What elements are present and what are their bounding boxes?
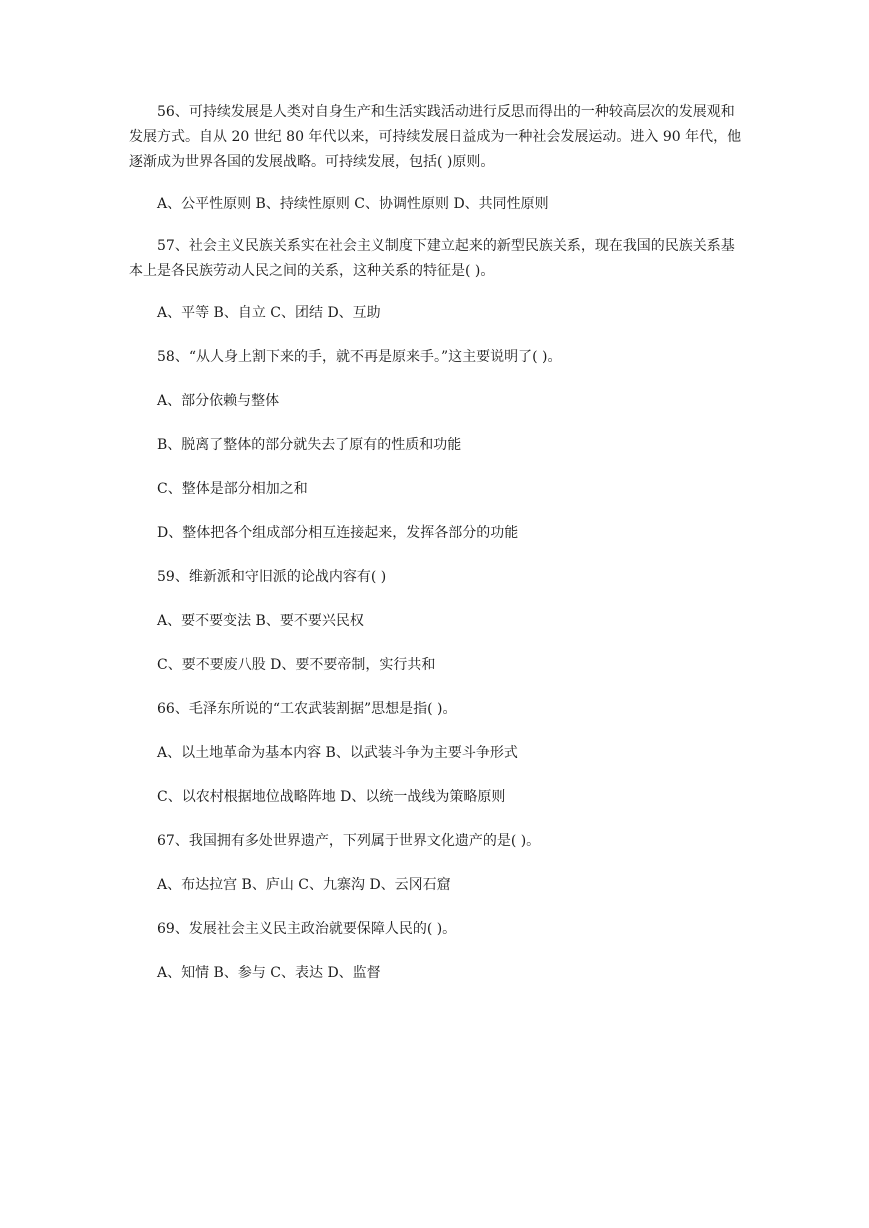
question-57-text: 57、社会主义民族关系实在社会主义制度下建立起来的新型民族关系，现在我国的民族关系基本上是各民族劳动人民之间的关系，这种关系的特征是( )。 — [129, 238, 735, 279]
question-58-option-c: C、整体是部分相加之和 — [157, 481, 308, 497]
question-56-options: A、公平性原则 B、持续性原则 C、协调性原则 D、共同性原则 — [157, 196, 549, 212]
question-58-option-a: A、部分依赖与整体 — [157, 393, 280, 409]
question-67-options: A、布达拉宫 B、庐山 C、九寨沟 D、云冈石窟 — [157, 877, 451, 893]
question-66-options-ab: A、以土地革命为基本内容 B、以武装斗争为主要斗争形式 — [157, 745, 518, 761]
question-66-text: 66、毛泽东所说的“工农武装割据”思想是指( )。 — [157, 701, 457, 717]
question-67-text: 67、我国拥有多处世界遗产，下列属于世界文化遗产的是( )。 — [157, 833, 541, 849]
question-57-options: A、平等 B、自立 C、团结 D、互助 — [157, 305, 381, 321]
question-66-options-cd: C、以农村根据地位战略阵地 D、以统一战线为策略原则 — [157, 789, 506, 805]
question-69-options: A、知情 B、参与 C、表达 D、监督 — [157, 965, 381, 981]
question-56-text: 56、可持续发展是人类对自身生产和生活实践活动进行反思而得出的一种较高层次的发展观和发展方式。自从 20 世纪 80 年代以来，可持续发展日益成为一种社会发展运动。进入 90 年代，他逐渐成为世界各国的发展战略。可持续发展，包括( )原则。 — [129, 104, 742, 170]
document-page — [129, 100, 746, 986]
question-58-option-b: B、脱离了整体的部分就失去了原有的性质和功能 — [157, 437, 462, 453]
question-59-text: 59、维新派和守旧派的论战内容有( ) — [157, 569, 387, 585]
question-59-options-cd: C、要不要废八股 D、要不要帝制，实行共和 — [157, 657, 436, 673]
question-69-text: 69、发展社会主义民主政治就要保障人民的( )。 — [157, 921, 457, 937]
question-59-options-ab: A、要不要变法 B、要不要兴民权 — [157, 613, 364, 629]
question-58-text: 58、“从人身上割下来的手，就不再是原来手。”这主要说明了( )。 — [157, 349, 562, 365]
question-58-option-d: D、整体把各个组成部分相互连接起来，发挥各部分的功能 — [157, 525, 519, 541]
